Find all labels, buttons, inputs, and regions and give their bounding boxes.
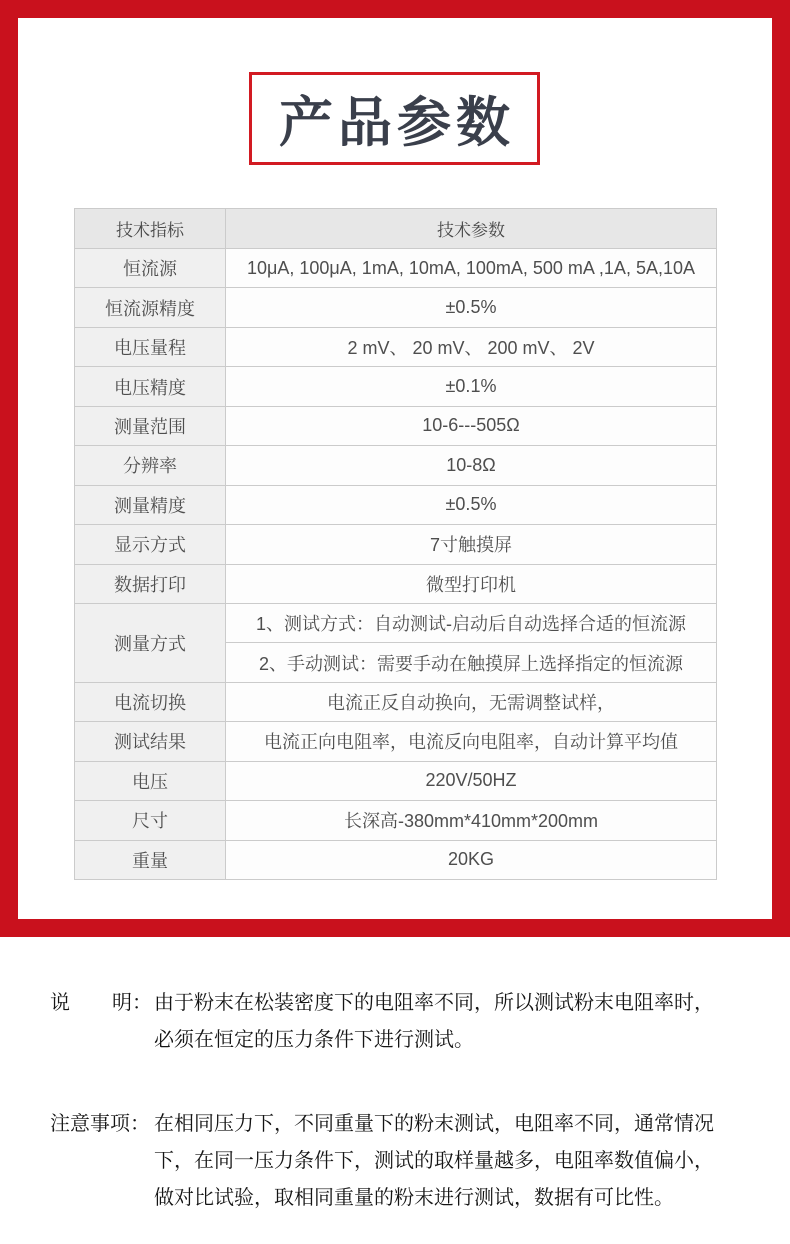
table-row [75,682,717,721]
row-value: 微型打印机 [226,564,717,603]
note-description-label [50,985,152,1022]
row-label: 恒流源精度 [75,288,226,327]
row-label: 电压精度 [75,367,226,406]
row-label: 电压量程 [75,327,226,366]
table-row [75,327,717,366]
note-description [50,985,714,1059]
table-row [75,406,717,445]
table-row [75,761,717,800]
page-title: 产品参数 [279,93,515,153]
row-label: 显示方式 [75,525,226,564]
row-value: 10-8Ω [226,446,717,485]
row-label: 恒流源 [75,249,226,288]
note-line: 必须在恒定的压力条件下进行测试。 [154,1029,474,1051]
note-precautions-label: 注意事项： [50,1113,150,1135]
table-row [75,525,717,564]
row-value: 1、测试方式：自动测试-启动后自动选择合适的恒流源 [226,603,717,642]
row-label: 数据打印 [75,564,226,603]
table-row [75,446,717,485]
note-line: 由于粉末在松装密度下的电阻率不同，所以测试粉末电阻率时， [154,992,714,1014]
spec-table [74,208,717,880]
table-row [75,367,717,406]
table-row [75,564,717,603]
row-label: 测量范围 [75,406,226,445]
row-value: 2 mV、 20 mV、 200 mV、 2V [226,327,717,366]
note-line: 做对比试验，取相同重量的粉末进行测试，数据有可比性。 [154,1187,674,1209]
row-value: 7寸触摸屏 [226,525,717,564]
row-value: 长深高-380mm*410mm*200mm [226,801,717,840]
table-row [75,485,717,524]
note-line: 在相同压力下，不同重量下的粉末测试，电阻率不同，通常情况 [154,1113,714,1135]
table-row [75,249,717,288]
row-label: 电流切换 [75,682,226,721]
row-label: 分辨率 [75,446,226,485]
row-label: 重量 [75,840,226,879]
note-label-char: 明： [112,992,152,1014]
row-value: 20KG [226,840,717,879]
row-value: 电流正反自动换向，无需调整试样， [226,682,717,721]
table-row [75,801,717,840]
table-row [75,288,717,327]
table-row [75,722,717,761]
table-header-indicator: 技术指标 [75,209,226,249]
row-value: 220V/50HZ [226,761,717,800]
table-row-measure-mode-1 [75,603,717,642]
row-label: 测量方式 [75,603,226,682]
row-value: ±0.5% [226,485,717,524]
row-value: 电流正向电阻率，电流反向电阻率，自动计算平均值 [226,722,717,761]
note-description-body [154,985,714,1059]
note-precautions-body [154,1106,714,1217]
table-header-parameter: 技术参数 [226,209,717,249]
note-line: 下，在同一压力条件下，测试的取样量越多，电阻率数值偏小， [154,1150,714,1172]
row-value: 10-6---505Ω [226,406,717,445]
row-value: ±0.1% [226,367,717,406]
table-header-row [75,209,717,249]
row-value: 2、手动测试：需要手动在触摸屏上选择指定的恒流源 [226,643,717,682]
note-label-char: 说 [50,992,70,1014]
row-label: 测量精度 [75,485,226,524]
row-label: 尺寸 [75,801,226,840]
note-precautions [50,1106,714,1217]
row-label: 测试结果 [75,722,226,761]
title-box [249,72,540,165]
row-label: 电压 [75,761,226,800]
row-value: 10μA, 100μA, 1mA, 10mA, 100mA, 500 mA ,1A, 5A,10A [226,249,717,288]
row-value: ±0.5% [226,288,717,327]
table-row [75,840,717,879]
